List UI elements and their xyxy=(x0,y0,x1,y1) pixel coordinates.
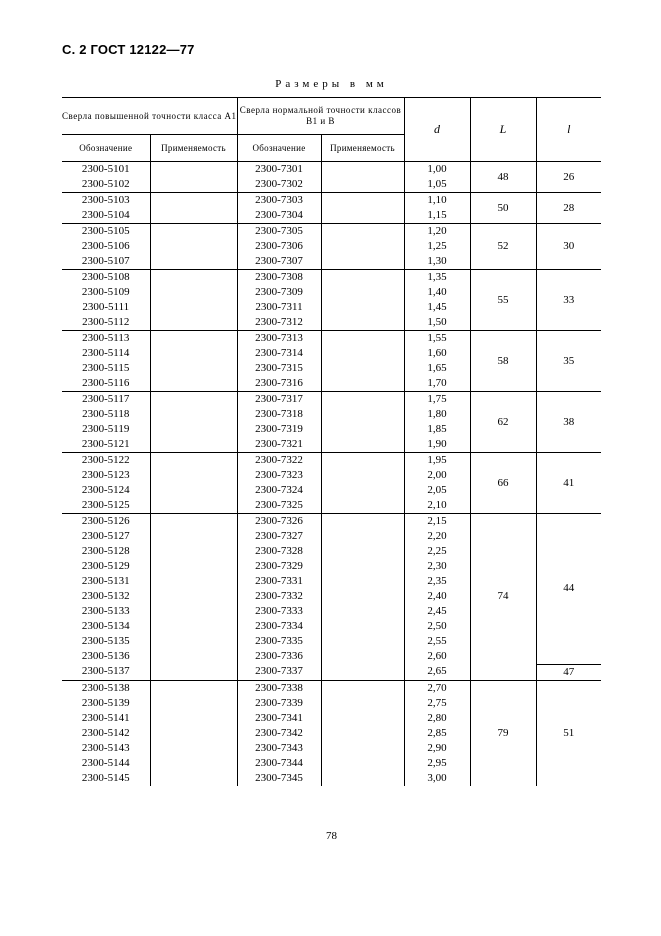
applicability-normal-cell xyxy=(321,498,404,514)
d-cell: 1,80 xyxy=(404,407,470,422)
applicability-high-cell xyxy=(150,771,237,786)
applicability-high-cell xyxy=(150,437,237,453)
designation-normal-cell: 2300-7335 xyxy=(237,634,321,649)
designation-high-cell: 2300-5118 xyxy=(62,407,150,422)
designation-high-cell: 2300-5103 xyxy=(62,193,150,209)
designation-high-cell: 2300-5141 xyxy=(62,711,150,726)
L-cell: 48 xyxy=(470,162,536,193)
designation-normal-cell: 2300-7333 xyxy=(237,604,321,619)
designation-normal-cell: 2300-7339 xyxy=(237,696,321,711)
d-cell: 2,65 xyxy=(404,664,470,680)
designation-high-cell: 2300-5123 xyxy=(62,468,150,483)
designation-normal-cell: 2300-7325 xyxy=(237,498,321,514)
designation-normal-cell: 2300-7338 xyxy=(237,680,321,696)
applicability-high-cell xyxy=(150,270,237,286)
applicability-normal-cell xyxy=(321,437,404,453)
table-body xyxy=(62,162,601,786)
units-caption: Размеры в мм xyxy=(275,78,388,90)
column-header-L: L xyxy=(470,98,536,162)
d-cell: 2,85 xyxy=(404,726,470,741)
applicability-normal-cell xyxy=(321,193,404,209)
designation-high-cell: 2300-5133 xyxy=(62,604,150,619)
applicability-normal-cell xyxy=(321,407,404,422)
d-cell: 1,55 xyxy=(404,331,470,347)
designation-normal-cell: 2300-7319 xyxy=(237,422,321,437)
applicability-normal-cell xyxy=(321,771,404,786)
applicability-normal-cell xyxy=(321,756,404,771)
applicability-normal-cell xyxy=(321,468,404,483)
applicability-normal-cell xyxy=(321,300,404,315)
table-row xyxy=(62,331,601,347)
l-cell: 26 xyxy=(536,162,601,193)
l-cell: 41 xyxy=(536,453,601,514)
d-cell: 2,00 xyxy=(404,468,470,483)
designation-high-cell: 2300-5139 xyxy=(62,696,150,711)
designation-normal-cell: 2300-7322 xyxy=(237,453,321,469)
applicability-high-cell xyxy=(150,361,237,376)
applicability-high-cell xyxy=(150,224,237,240)
designation-high-cell: 2300-5137 xyxy=(62,664,150,680)
designation-high-cell: 2300-5144 xyxy=(62,756,150,771)
applicability-high-cell xyxy=(150,559,237,574)
d-cell: 1,25 xyxy=(404,239,470,254)
d-cell: 2,20 xyxy=(404,529,470,544)
d-cell: 2,15 xyxy=(404,514,470,530)
designation-high-cell: 2300-5104 xyxy=(62,208,150,224)
column-header-l: l xyxy=(536,98,601,162)
applicability-normal-cell xyxy=(321,664,404,680)
L-cell: 66 xyxy=(470,453,536,514)
designation-high-cell: 2300-5132 xyxy=(62,589,150,604)
table-row xyxy=(62,680,601,696)
applicability-normal-cell xyxy=(321,483,404,498)
L-cell: 62 xyxy=(470,392,536,453)
applicability-normal-cell xyxy=(321,239,404,254)
applicability-normal-cell xyxy=(321,741,404,756)
d-cell: 1,40 xyxy=(404,285,470,300)
l-cell: 33 xyxy=(536,270,601,331)
applicability-high-cell xyxy=(150,346,237,361)
d-cell: 2,30 xyxy=(404,559,470,574)
d-cell: 2,60 xyxy=(404,649,470,664)
applicability-normal-cell xyxy=(321,162,404,178)
d-cell: 1,00 xyxy=(404,162,470,178)
designation-normal-cell: 2300-7313 xyxy=(237,331,321,347)
designation-normal-cell: 2300-7317 xyxy=(237,392,321,408)
designation-high-cell: 2300-5142 xyxy=(62,726,150,741)
designation-high-cell: 2300-5122 xyxy=(62,453,150,469)
d-cell: 1,50 xyxy=(404,315,470,331)
designation-high-cell: 2300-5115 xyxy=(62,361,150,376)
designation-high-cell: 2300-5108 xyxy=(62,270,150,286)
designation-high-cell: 2300-5145 xyxy=(62,771,150,786)
designation-high-cell: 2300-5107 xyxy=(62,254,150,270)
applicability-high-cell xyxy=(150,376,237,392)
applicability-high-cell xyxy=(150,529,237,544)
group-header-normal-precision: Сверла нормальной точности классов В1 и В xyxy=(237,98,404,135)
applicability-normal-cell xyxy=(321,422,404,437)
designation-high-cell: 2300-5129 xyxy=(62,559,150,574)
designation-normal-cell: 2300-7306 xyxy=(237,239,321,254)
applicability-normal-cell xyxy=(321,285,404,300)
applicability-high-cell xyxy=(150,285,237,300)
applicability-high-cell xyxy=(150,300,237,315)
designation-normal-cell: 2300-7328 xyxy=(237,544,321,559)
applicability-normal-cell xyxy=(321,726,404,741)
applicability-normal-cell xyxy=(321,604,404,619)
applicability-normal-cell xyxy=(321,254,404,270)
d-cell: 2,55 xyxy=(404,634,470,649)
applicability-normal-cell xyxy=(321,392,404,408)
d-cell: 1,90 xyxy=(404,437,470,453)
d-cell: 1,75 xyxy=(404,392,470,408)
applicability-high-cell xyxy=(150,619,237,634)
designation-high-cell: 2300-5117 xyxy=(62,392,150,408)
applicability-normal-cell xyxy=(321,634,404,649)
applicability-normal-cell xyxy=(321,315,404,331)
applicability-high-cell xyxy=(150,711,237,726)
designation-high-cell: 2300-5102 xyxy=(62,177,150,193)
d-cell: 1,95 xyxy=(404,453,470,469)
L-cell: 55 xyxy=(470,270,536,331)
d-cell: 2,70 xyxy=(404,680,470,696)
designation-high-cell: 2300-5111 xyxy=(62,300,150,315)
l-cell: 51 xyxy=(536,680,601,786)
designation-normal-cell: 2300-7307 xyxy=(237,254,321,270)
designation-normal-cell: 2300-7316 xyxy=(237,376,321,392)
applicability-normal-cell xyxy=(321,529,404,544)
d-cell: 2,80 xyxy=(404,711,470,726)
designation-high-cell: 2300-5131 xyxy=(62,574,150,589)
applicability-normal-cell xyxy=(321,208,404,224)
d-cell: 1,85 xyxy=(404,422,470,437)
table-row xyxy=(62,453,601,469)
designation-normal-cell: 2300-7343 xyxy=(237,741,321,756)
L-cell: 79 xyxy=(470,680,536,786)
table-row xyxy=(62,162,601,178)
applicability-high-cell xyxy=(150,498,237,514)
applicability-high-cell xyxy=(150,422,237,437)
applicability-high-cell xyxy=(150,331,237,347)
applicability-high-cell xyxy=(150,193,237,209)
designation-high-cell: 2300-5124 xyxy=(62,483,150,498)
designation-normal-cell: 2300-7308 xyxy=(237,270,321,286)
l-cell: 47 xyxy=(536,664,601,680)
designation-normal-cell: 2300-7342 xyxy=(237,726,321,741)
designation-high-cell: 2300-5134 xyxy=(62,619,150,634)
designation-normal-cell: 2300-7318 xyxy=(237,407,321,422)
group-header-high-precision: Сверла повышенной точности класса А1 xyxy=(62,98,237,135)
designation-normal-cell: 2300-7336 xyxy=(237,649,321,664)
l-cell: 38 xyxy=(536,392,601,453)
designation-high-cell: 2300-5135 xyxy=(62,634,150,649)
L-cell: 50 xyxy=(470,193,536,224)
applicability-normal-cell xyxy=(321,453,404,469)
l-cell: 30 xyxy=(536,224,601,270)
applicability-normal-cell xyxy=(321,177,404,193)
d-cell: 2,95 xyxy=(404,756,470,771)
subheader-applicability-normal: Применяемость xyxy=(321,135,404,162)
table-row xyxy=(62,514,601,530)
table-row xyxy=(62,392,601,408)
designation-high-cell: 2300-5119 xyxy=(62,422,150,437)
d-cell: 1,20 xyxy=(404,224,470,240)
designation-high-cell: 2300-5127 xyxy=(62,529,150,544)
applicability-normal-cell xyxy=(321,559,404,574)
d-cell: 2,50 xyxy=(404,619,470,634)
d-cell: 1,35 xyxy=(404,270,470,286)
L-cell: 74 xyxy=(470,514,536,681)
designation-normal-cell: 2300-7315 xyxy=(237,361,321,376)
designation-normal-cell: 2300-7323 xyxy=(237,468,321,483)
applicability-high-cell xyxy=(150,514,237,530)
d-cell: 2,40 xyxy=(404,589,470,604)
table-row xyxy=(62,270,601,286)
d-cell: 1,45 xyxy=(404,300,470,315)
applicability-normal-cell xyxy=(321,331,404,347)
designation-normal-cell: 2300-7311 xyxy=(237,300,321,315)
designation-normal-cell: 2300-7304 xyxy=(237,208,321,224)
applicability-normal-cell xyxy=(321,514,404,530)
d-cell: 1,65 xyxy=(404,361,470,376)
L-cell: 52 xyxy=(470,224,536,270)
designation-normal-cell: 2300-7305 xyxy=(237,224,321,240)
subheader-designation-high: Обозначение xyxy=(62,135,150,162)
page-header: С. 2 ГОСТ 12122—77 xyxy=(62,42,195,57)
applicability-normal-cell xyxy=(321,376,404,392)
applicability-high-cell xyxy=(150,177,237,193)
designation-normal-cell: 2300-7302 xyxy=(237,177,321,193)
applicability-high-cell xyxy=(150,544,237,559)
applicability-high-cell xyxy=(150,589,237,604)
designation-high-cell: 2300-5113 xyxy=(62,331,150,347)
designation-normal-cell: 2300-7332 xyxy=(237,589,321,604)
applicability-high-cell xyxy=(150,696,237,711)
column-header-d: d xyxy=(404,98,470,162)
applicability-normal-cell xyxy=(321,224,404,240)
L-cell: 58 xyxy=(470,331,536,392)
designation-normal-cell: 2300-7341 xyxy=(237,711,321,726)
l-cell: 44 xyxy=(536,514,601,665)
applicability-high-cell xyxy=(150,604,237,619)
d-cell: 2,35 xyxy=(404,574,470,589)
table-row xyxy=(62,193,601,209)
applicability-normal-cell xyxy=(321,711,404,726)
d-cell: 3,00 xyxy=(404,771,470,786)
applicability-normal-cell xyxy=(321,346,404,361)
applicability-normal-cell xyxy=(321,270,404,286)
applicability-normal-cell xyxy=(321,649,404,664)
designation-high-cell: 2300-5106 xyxy=(62,239,150,254)
applicability-high-cell xyxy=(150,407,237,422)
applicability-high-cell xyxy=(150,680,237,696)
applicability-high-cell xyxy=(150,254,237,270)
designation-normal-cell: 2300-7329 xyxy=(237,559,321,574)
applicability-normal-cell xyxy=(321,544,404,559)
d-cell: 2,05 xyxy=(404,483,470,498)
designation-normal-cell: 2300-7321 xyxy=(237,437,321,453)
designation-normal-cell: 2300-7301 xyxy=(237,162,321,178)
d-cell: 2,45 xyxy=(404,604,470,619)
designation-normal-cell: 2300-7327 xyxy=(237,529,321,544)
d-cell: 1,60 xyxy=(404,346,470,361)
designation-normal-cell: 2300-7344 xyxy=(237,756,321,771)
designation-high-cell: 2300-5125 xyxy=(62,498,150,514)
applicability-high-cell xyxy=(150,315,237,331)
designation-normal-cell: 2300-7303 xyxy=(237,193,321,209)
applicability-high-cell xyxy=(150,208,237,224)
applicability-high-cell xyxy=(150,483,237,498)
designation-normal-cell: 2300-7326 xyxy=(237,514,321,530)
applicability-high-cell xyxy=(150,162,237,178)
designation-normal-cell: 2300-7309 xyxy=(237,285,321,300)
designation-normal-cell: 2300-7331 xyxy=(237,574,321,589)
d-cell: 1,10 xyxy=(404,193,470,209)
page-number: 78 xyxy=(326,830,337,842)
d-cell: 1,05 xyxy=(404,177,470,193)
subheader-applicability-high: Применяемость xyxy=(150,135,237,162)
designation-normal-cell: 2300-7314 xyxy=(237,346,321,361)
applicability-normal-cell xyxy=(321,619,404,634)
d-cell: 1,70 xyxy=(404,376,470,392)
l-cell: 35 xyxy=(536,331,601,392)
applicability-normal-cell xyxy=(321,574,404,589)
applicability-high-cell xyxy=(150,239,237,254)
d-cell: 2,10 xyxy=(404,498,470,514)
applicability-high-cell xyxy=(150,392,237,408)
d-cell: 1,15 xyxy=(404,208,470,224)
designation-normal-cell: 2300-7345 xyxy=(237,771,321,786)
applicability-high-cell xyxy=(150,726,237,741)
applicability-high-cell xyxy=(150,574,237,589)
applicability-high-cell xyxy=(150,664,237,680)
applicability-normal-cell xyxy=(321,680,404,696)
applicability-high-cell xyxy=(150,453,237,469)
designation-high-cell: 2300-5109 xyxy=(62,285,150,300)
designation-normal-cell: 2300-7312 xyxy=(237,315,321,331)
d-cell: 2,90 xyxy=(404,741,470,756)
applicability-high-cell xyxy=(150,468,237,483)
designation-normal-cell: 2300-7334 xyxy=(237,619,321,634)
designation-high-cell: 2300-5126 xyxy=(62,514,150,530)
applicability-high-cell xyxy=(150,741,237,756)
designation-high-cell: 2300-5105 xyxy=(62,224,150,240)
applicability-normal-cell xyxy=(321,361,404,376)
d-cell: 1,30 xyxy=(404,254,470,270)
designation-high-cell: 2300-5101 xyxy=(62,162,150,178)
designation-high-cell: 2300-5143 xyxy=(62,741,150,756)
designation-high-cell: 2300-5138 xyxy=(62,680,150,696)
d-cell: 2,25 xyxy=(404,544,470,559)
subheader-designation-normal: Обозначение xyxy=(237,135,321,162)
designation-high-cell: 2300-5136 xyxy=(62,649,150,664)
d-cell: 2,75 xyxy=(404,696,470,711)
applicability-high-cell xyxy=(150,634,237,649)
applicability-normal-cell xyxy=(321,589,404,604)
designation-high-cell: 2300-5116 xyxy=(62,376,150,392)
drill-dimensions-table xyxy=(62,97,601,786)
table-row xyxy=(62,224,601,240)
designation-high-cell: 2300-5121 xyxy=(62,437,150,453)
designation-high-cell: 2300-5114 xyxy=(62,346,150,361)
l-cell: 28 xyxy=(536,193,601,224)
designation-normal-cell: 2300-7337 xyxy=(237,664,321,680)
applicability-normal-cell xyxy=(321,696,404,711)
designation-high-cell: 2300-5112 xyxy=(62,315,150,331)
applicability-high-cell xyxy=(150,649,237,664)
designation-normal-cell: 2300-7324 xyxy=(237,483,321,498)
applicability-high-cell xyxy=(150,756,237,771)
designation-high-cell: 2300-5128 xyxy=(62,544,150,559)
